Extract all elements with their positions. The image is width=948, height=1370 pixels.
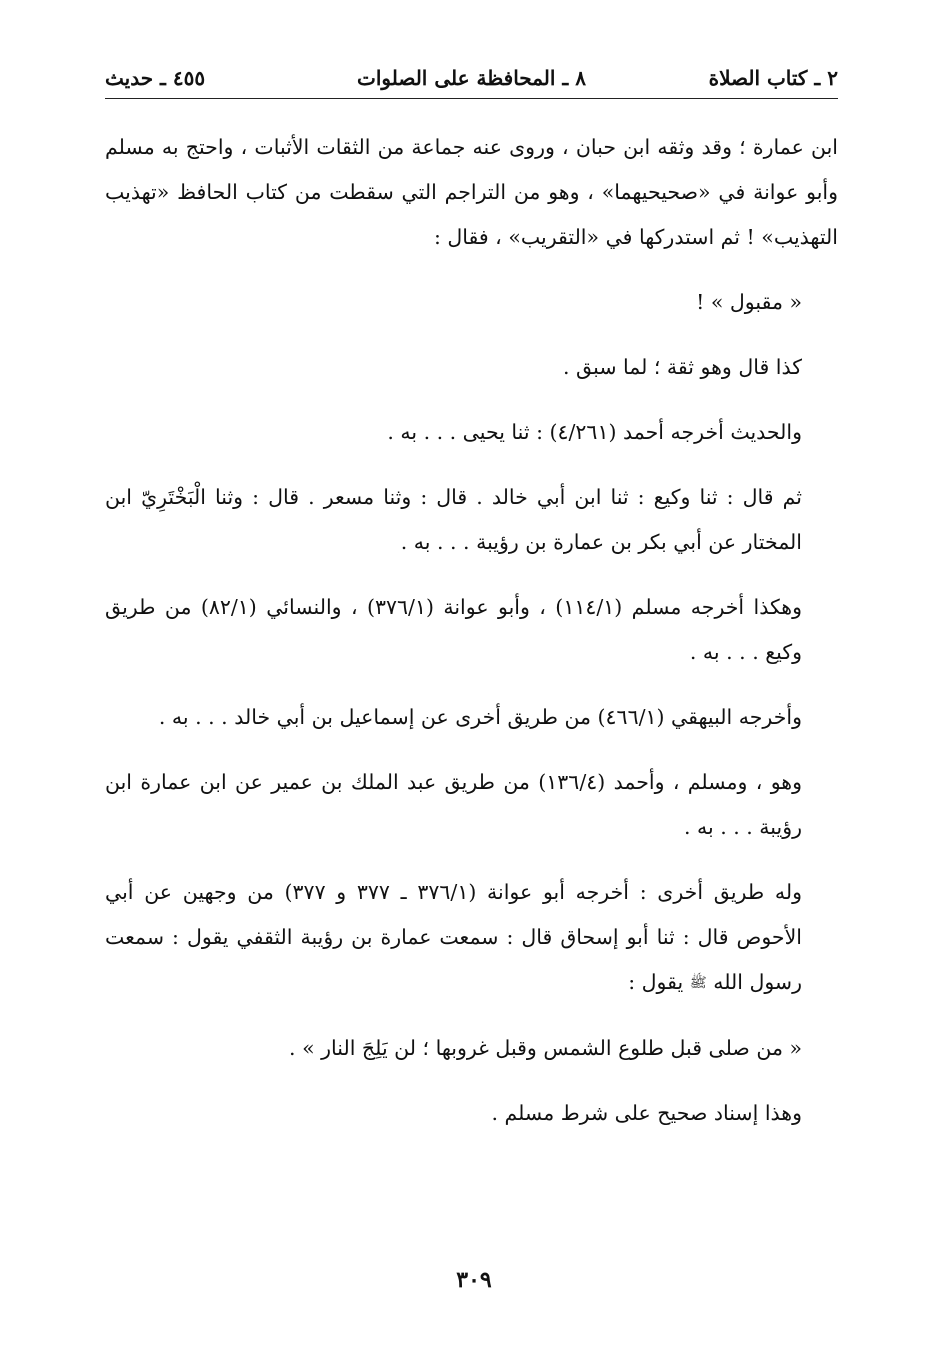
header-chapter-title: ٨ ـ المحافظة على الصلوات — [357, 66, 586, 90]
header-book-title: ٢ ـ كتاب الصلاة — [708, 66, 838, 90]
paragraph-bayhaqi-source: وأخرجه البيهقي (٤٦٦/١) من طريق أخرى عن إسماعيل بن أبي خالد . . . به . — [158, 705, 802, 729]
paragraph-grading: وهذا إسناد صحيح على شرط مسلم . — [491, 1101, 802, 1125]
paragraph-another-route — [105, 870, 838, 1006]
paragraph-correction: كذا قال وهو ثقة ؛ لما سبق . — [563, 355, 802, 379]
paragraph-quote-maqbul: « مقبول » ! — [696, 290, 802, 314]
running-header — [105, 58, 838, 99]
paragraph-hadith-text: « من صلى قبل طلوع الشمس وقبل غروبها ؛ لن يَلِجَ النار » . — [289, 1036, 802, 1060]
salutation-glyph: ﷺ — [689, 975, 707, 991]
header-hadith-number: ٤٥٥ ـ حديث — [105, 66, 206, 90]
paragraph-muslim-source: وهكذا أخرجه مسلم (١١٤/١) ، وأبو عوانة (٣٧٦/١) ، والنسائي (٨٢/١) من طريق وكيع . . . به . — [105, 595, 803, 664]
paragraph-ahmad-source: والحديث أخرجه أحمد (٤/٢٦١) : ثنا يحيى . . . به . — [387, 420, 802, 444]
another-route-end: يقول : — [628, 970, 684, 994]
page-body — [105, 125, 838, 1156]
paragraph-chain-waki: ثم قال : ثنا وكيع : ثنا ابن أبي خالد . قال : وثنا مسعر . قال : وثنا الْبَخْتَرِيّ ابن المختار عن أبي بكر بن عمارة بن رؤيبة . . . به . — [105, 485, 802, 554]
page-number: ٣٠٩ — [456, 1267, 492, 1293]
paragraph-abdulmalik-chain: وهو ، ومسلم ، وأحمد (١٣٦/٤) من طريق عبد الملك بن عمير عن ابن عمارة ابن رؤيبة . . . به . — [105, 770, 802, 839]
paragraph-narrator-note: ابن عمارة ؛ وقد وثقه ابن حبان ، وروى عنه جماعة من الثقات الأثبات ، واحتج به مسلم وأبو عوانة في «صحيحيهما» ، وهو من التراجم التي سقطت من كتاب الحافظ «تهذيب التهذيب» ! ثم استدركها في «التقريب» ، فقال : — [105, 135, 838, 249]
another-route-text: وله طريق أخرى : أخرجه أبو عوانة (٣٧٦/١ ـ ٣٧٧ و ٣٧٧) من وجهين عن أبي الأحوص قال : ثنا أبو إسحاق قال : سمعت عمارة بن رؤيبة الثقفي يقول : سمعت رسول الله — [105, 880, 802, 994]
